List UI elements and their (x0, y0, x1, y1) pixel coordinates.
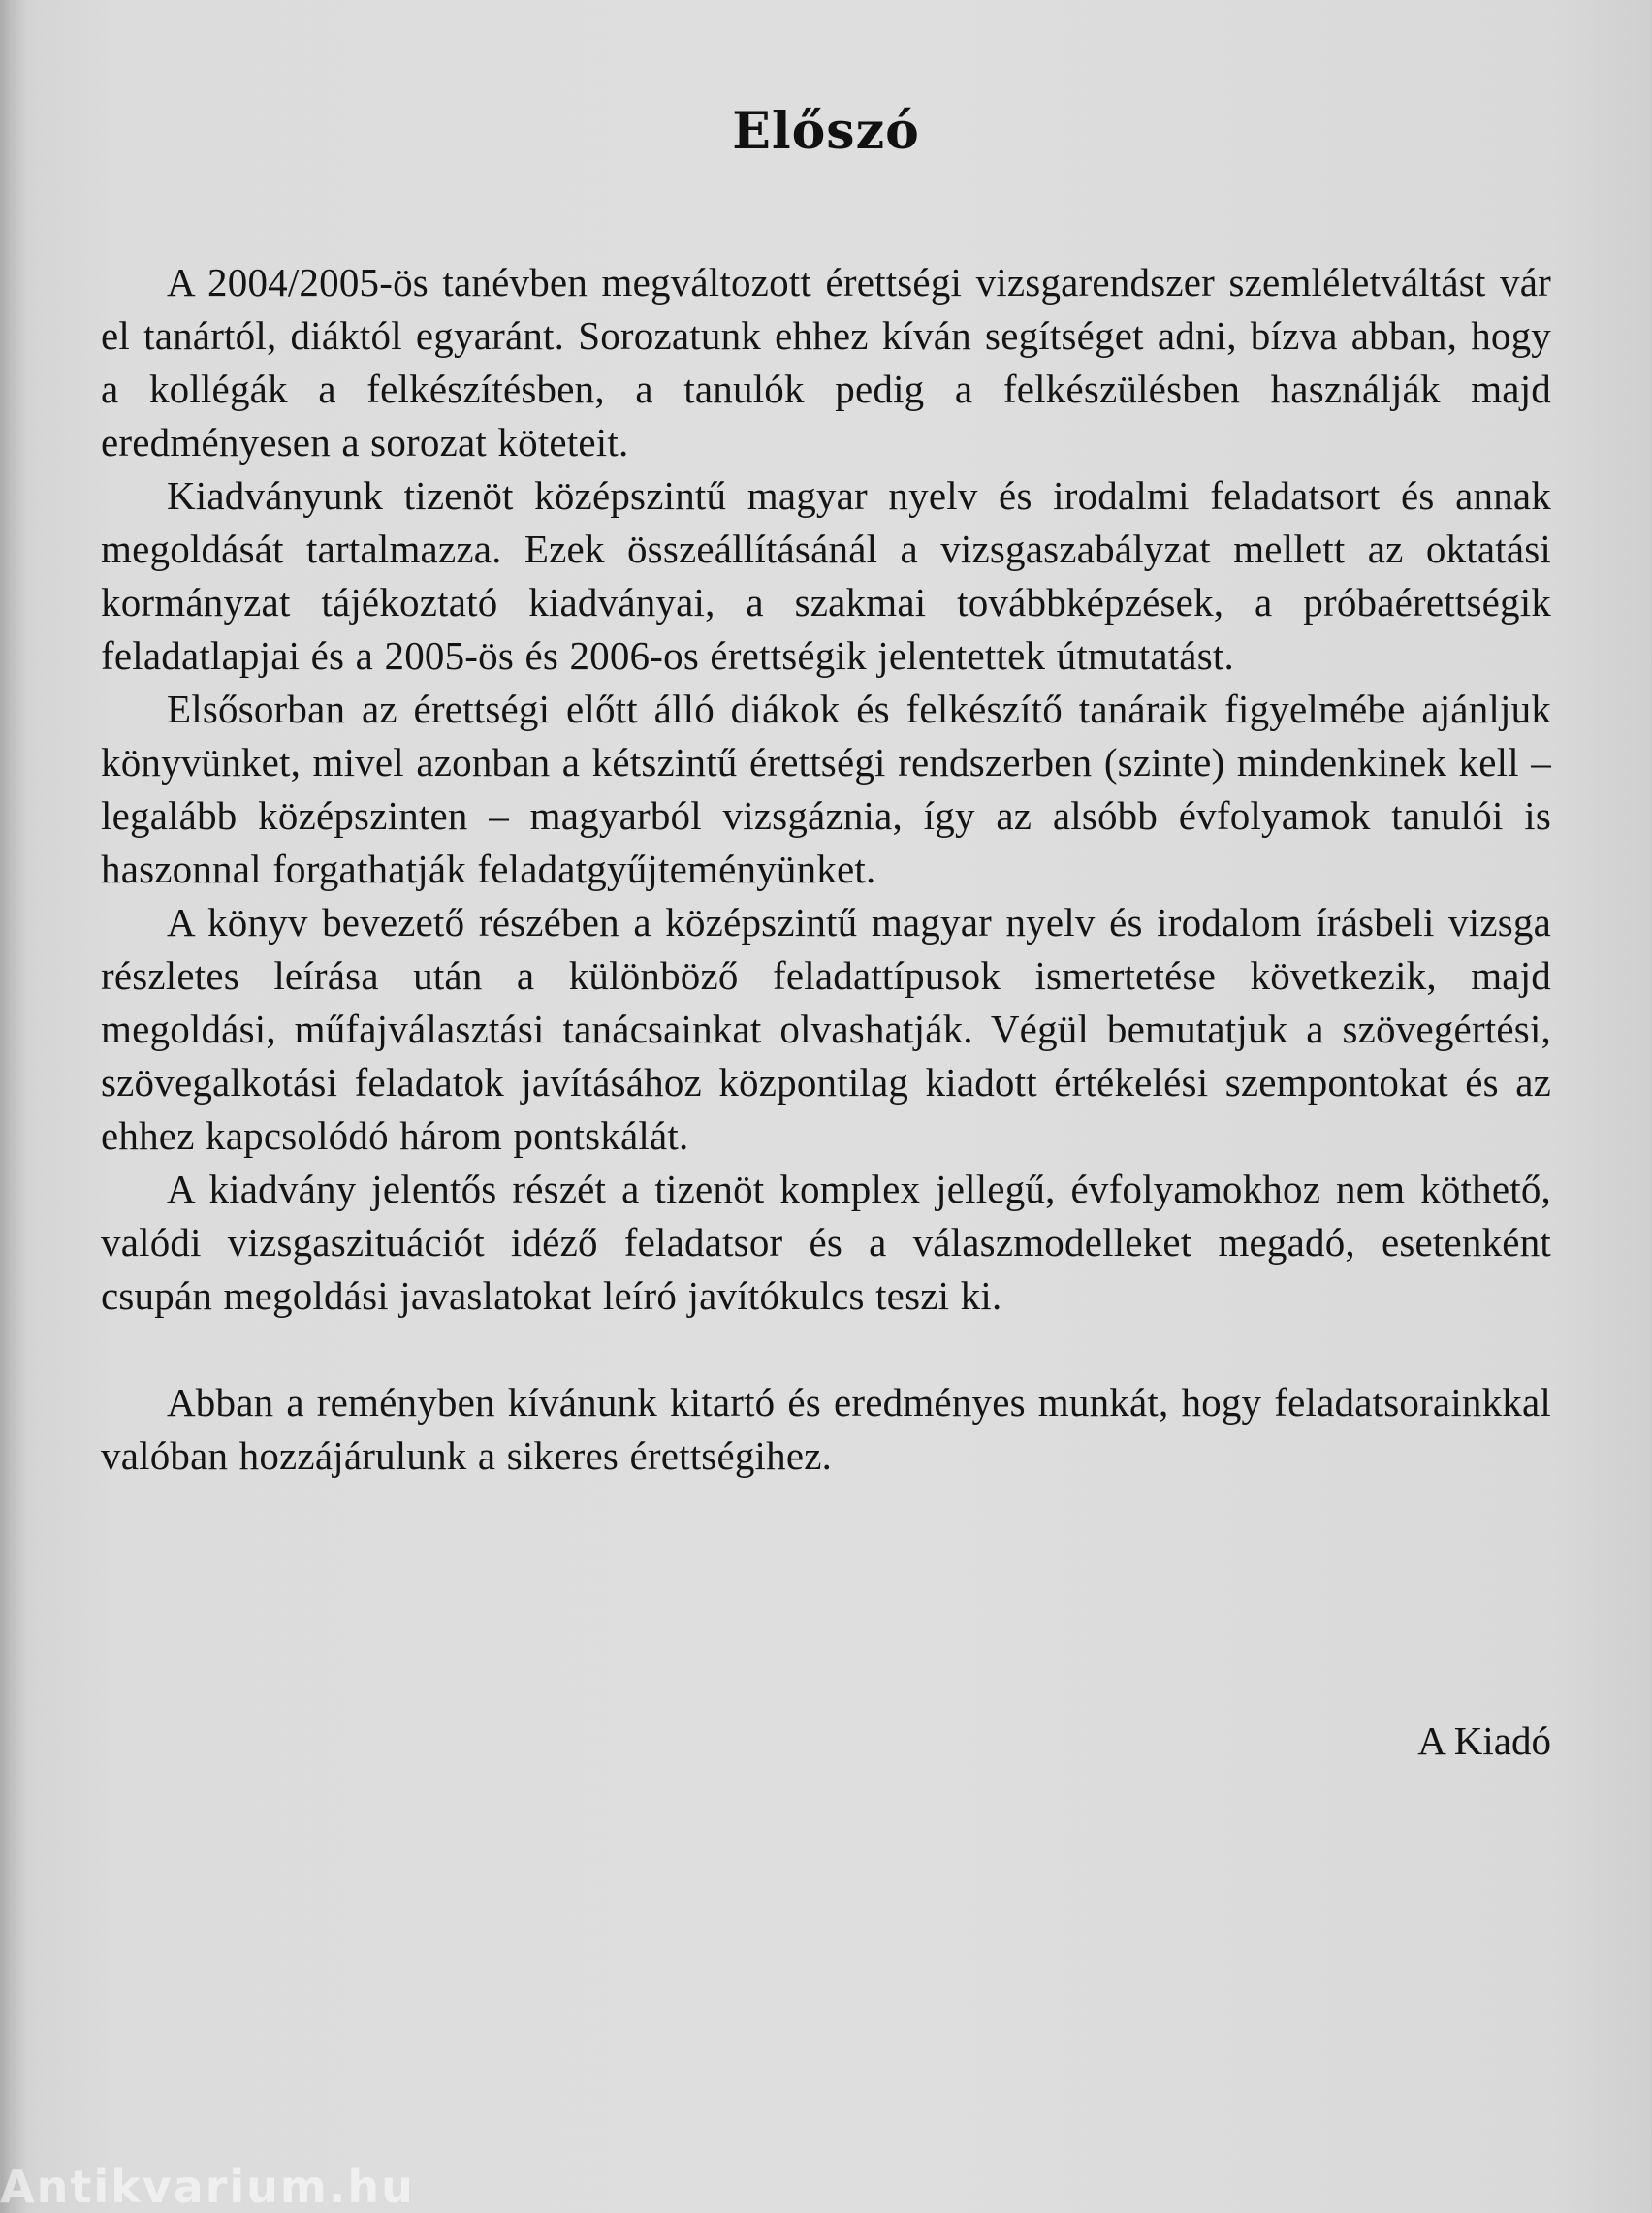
paragraph-gap (101, 1323, 1551, 1376)
paragraph-4: A könyv bevezető részében a középszintű magyar nyelv és irodalom írásbeli vizsga részletes leírása után a különböző feladattípusok ismertetése következik, majd megoldási, műfajválasztási tanácsainkat olvashatják. Végül bemutatjuk a szövegértési, szövegalkotási feladatok javításához központilag kiadott értékelési szempontokat és az ehhez kapcsolódó három pontskálát. (101, 900, 1551, 1158)
page-title: Előszó (732, 102, 920, 161)
paragraph-1: A 2004/2005-ös tanévben megváltozott érettségi vizsgarendszer szemléletváltást vár el tanártól, diáktól egyaránt. Sorozatunk ehhez kíván segítséget adni, bízva abban, hogy a kollégák a felkészítésben, a tanulók pedig a felkészülésben használják majd eredményesen a sorozat köteteit. (101, 260, 1551, 465)
paragraph-3: Elsősorban az érettségi előtt álló diákok és felkészítő tanáraik figyelmébe ajánljuk könyvünket, mivel azonban a kétszintű érettségi rendszerben (szinte) mindenkinek kell – legalább középszinten – magyarból vizsgáznia, így az alsóbb évfolyamok tanulói is haszonnal forgathatják feladatgyűjteményünket. (101, 687, 1551, 891)
watermark-text: Antikvarium.hu (0, 2161, 415, 2213)
closing-paragraph: Abban a reményben kívánunk kitartó és eredményes munkát, hogy feladatsorainkkal valóban hozzájárulunk a sikeres érettségihez. (101, 1380, 1551, 1478)
paragraph-2: Kiadványunk tizenöt középszintű magyar nyelv és irodalmi feladatsort és annak megoldását tartalmazza. Ezek összeállításánál a vizsgaszabályzat mellett az oktatási kormányzat tájékoztató kiadványai, a szakmai továbbképzések, a próbaérettségik feladatlapjai és a 2005-ös és 2006-os érettségik jelentettek útmutatást. (101, 473, 1551, 678)
paragraph-5: A kiadvány jelentős részét a tizenöt komplex jellegű, évfolyamokhoz nem köthető, valódi vizsgaszituációt idéző feladatsor és a válaszmodelleket megadó, esetenként csupán megoldási javaslatokat leíró javítókulcs teszi ki. (101, 1167, 1551, 1318)
foreword-body (101, 256, 1551, 1483)
publisher-signature: A Kiadó (1417, 1718, 1551, 1763)
